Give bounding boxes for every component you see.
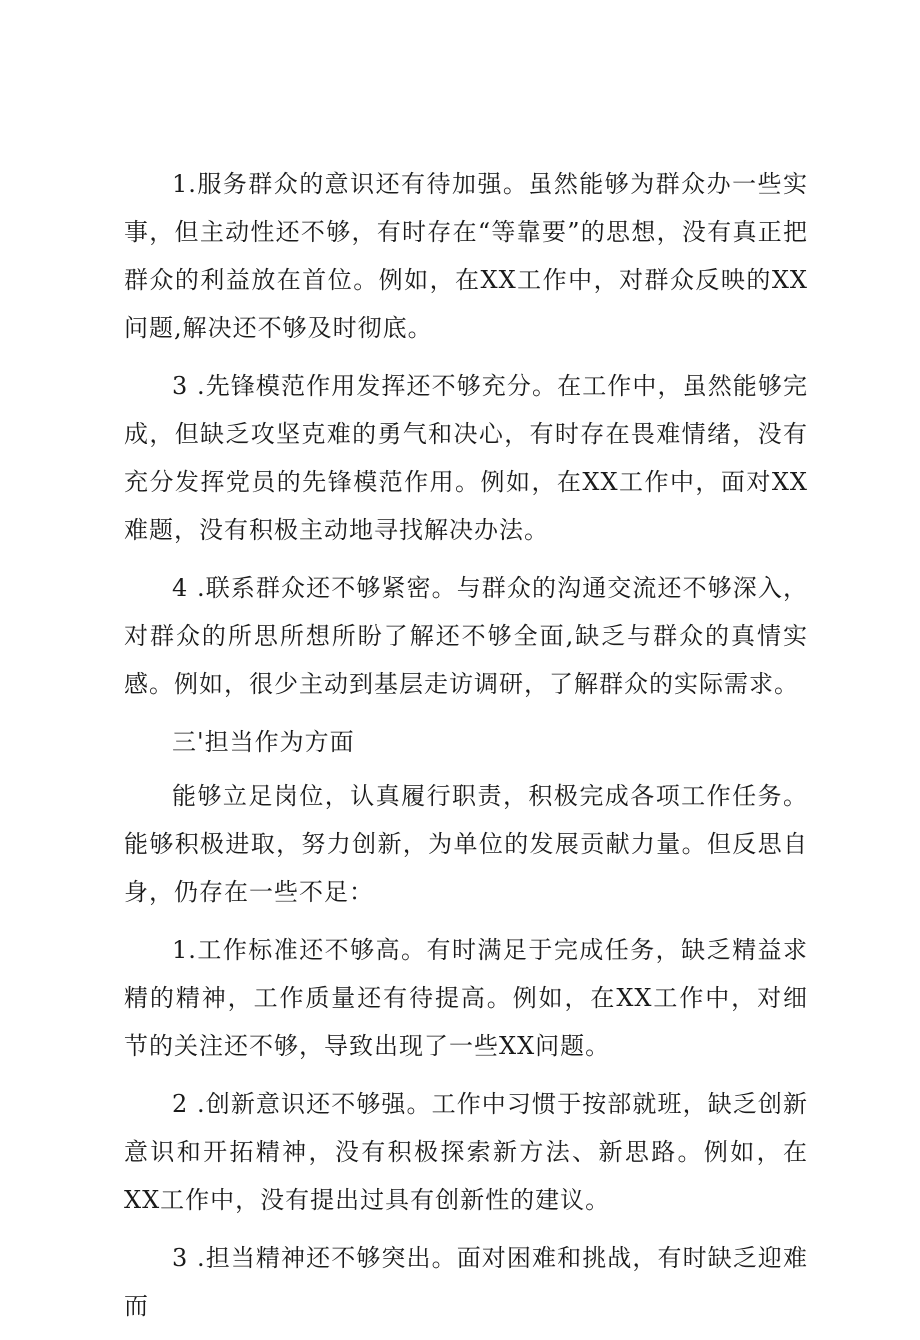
paragraph-vanguard-role: 3 .先锋模范作用发挥还不够充分。在工作中，虽然能够完成，但缺乏攻坚克难的勇气和决心，有时存在畏难情绪，没有充分发挥党员的先锋模范作用。例如，在XX工作中，面对XX难题，没有积极主动地寻找解决办法。 (124, 372, 808, 544)
paragraph-responsibility: 3 .担当精神还不够突出。面对困难和挑战，有时缺乏迎难而 (124, 1244, 808, 1320)
section-heading: 三'担当作为方面 (172, 728, 355, 756)
paragraph-service-awareness: 1.服务群众的意识还有待加强。虽然能够为群众办一些实事，但主动性还不够，有时存在“等靠要”的思想，没有真正把群众的利益放在首位。例如，在XX工作中，对群众反映的XX问题,解决还不够及时彻底。 (124, 170, 808, 342)
paragraph-work-standard: 1.工作标准还不够高。有时满足于完成任务，缺乏精益求精的精神，工作质量还有待提高。例如，在XX工作中，对细节的关注还不够，导致出现了一些XX问题。 (124, 936, 808, 1060)
paragraph-section-intro: 能够立足岗位，认真履行职责，积极完成各项工作任务。能够积极进取，努力创新，为单位的发展贡献力量。但反思自身，仍存在一些不足： (124, 782, 808, 906)
paragraph-innovation: 2 .创新意识还不够强。工作中习惯于按部就班，缺乏创新意识和开拓精神，没有积极探索新方法、新思路。例如，在XX工作中，没有提出过具有创新性的建议。 (124, 1090, 808, 1214)
document-body (124, 160, 808, 1340)
paragraph-contact-masses: 4 .联系群众还不够紧密。与群众的沟通交流还不够深入，对群众的所思所想所盼了解还不够全面,缺乏与群众的真情实感。例如，很少主动到基层走访调研，了解群众的实际需求。 (124, 574, 808, 698)
